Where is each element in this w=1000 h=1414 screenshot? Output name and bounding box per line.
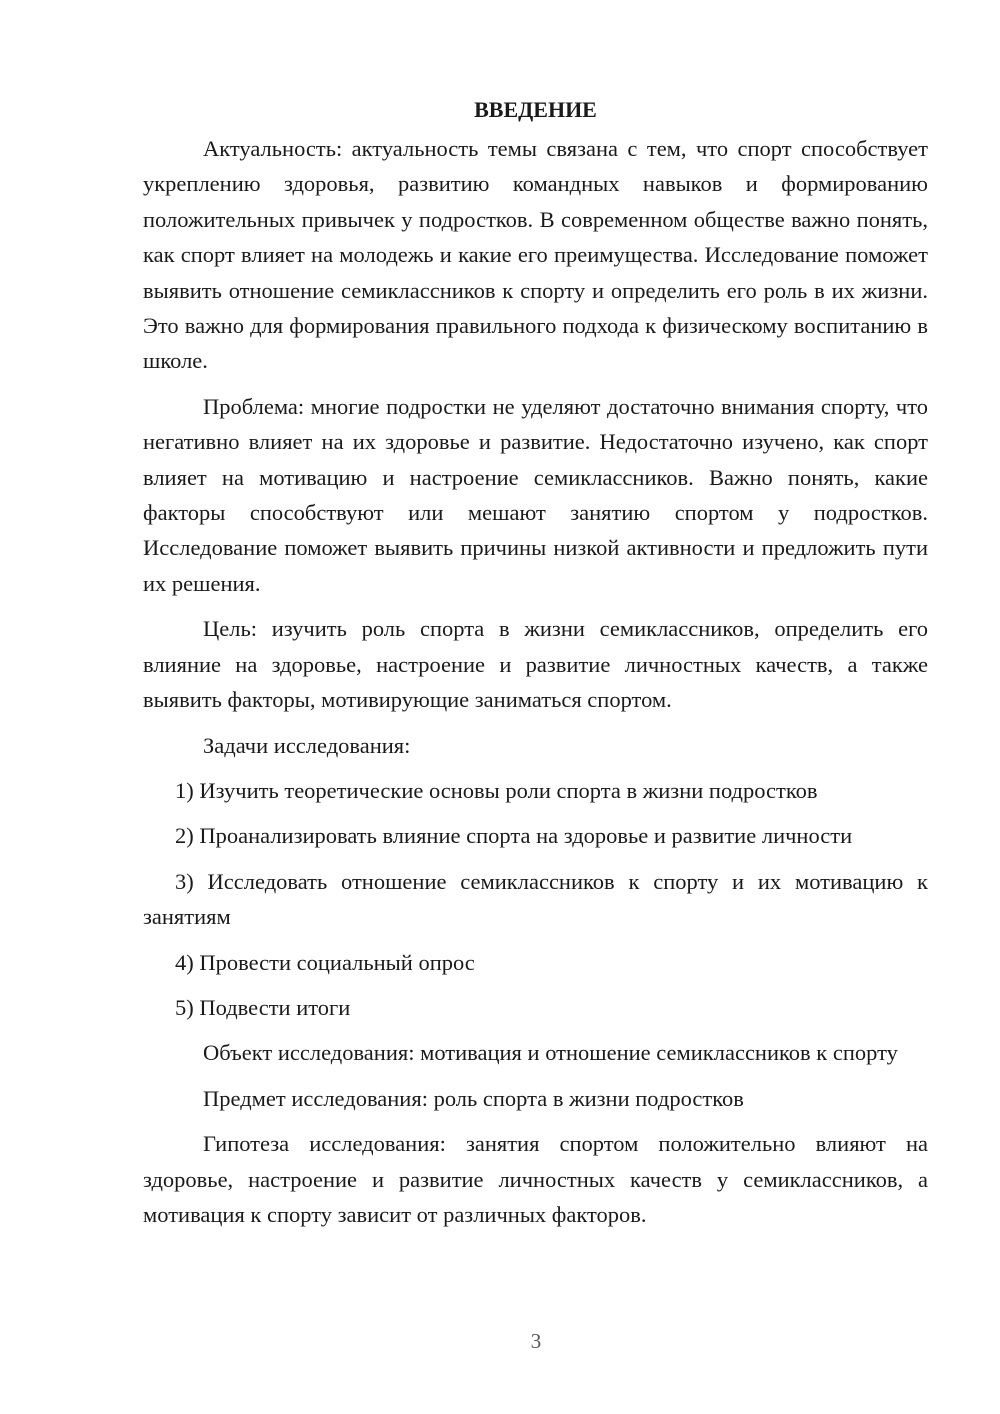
task-item-5: 5) Подвести итоги xyxy=(175,994,351,1020)
relevance-paragraph: Актуальность: актуальность темы связана с тем, что спорт способствует укреплению здоровья, развитию командных навыков и формированию положительных привычек у подростков. В современном обществе важно понять, как спорт влияет на молодежь и какие его преимущества. Исследование поможет выявить отношение семиклассников к спорту и определить его роль в их жизни. Это важно для формирования правильного подхода к физическому воспитанию в школе. xyxy=(143,136,928,374)
task-item-3: 3) Исследовать отношение семиклассников к спорту и их мотивацию к занятиям xyxy=(143,868,928,930)
task-item-1: 1) Изучить теоретические основы роли спорта в жизни подростков xyxy=(175,777,818,803)
document-page xyxy=(143,92,928,1242)
section-title: ВВЕДЕНИЕ xyxy=(474,97,597,122)
tasks-heading: Задачи исследования: xyxy=(203,732,411,758)
task-item-2: 2) Проанализировать влияние спорта на здоровье и развитие личности xyxy=(175,823,853,849)
subject-paragraph: Предмет исследования: роль спорта в жизни подростков xyxy=(203,1085,744,1111)
goal-paragraph: Цель: изучить роль спорта в жизни семиклассников, определить его влияние на здоровье, настроение и развитие личностных качеств, а также выявить факторы, мотивирующие заниматься спортом. xyxy=(143,616,928,713)
object-paragraph: Объект исследования: мотивация и отношение семиклассников к спорту xyxy=(203,1040,898,1066)
problem-paragraph: Проблема: многие подростки не уделяют достаточно внимания спорту, что негативно влияет на их здоровье и развитие. Недостаточно изучено, как спорт влияет на мотивацию и настроение семиклассников. Важно понять, какие факторы способствуют или мешают занятию спортом у подростков. Исследование поможет выявить причины низкой активности и предложить пути их решения. xyxy=(143,393,928,596)
page-number: 3 xyxy=(530,1329,542,1353)
task-item-4: 4) Провести социальный опрос xyxy=(175,949,475,975)
hypothesis-paragraph: Гипотеза исследования: занятия спортом положительно влияют на здоровье, настроение и развитие личностных качеств у семиклассников, а мотивация к спорту зависит от различных факторов. xyxy=(143,1131,928,1227)
